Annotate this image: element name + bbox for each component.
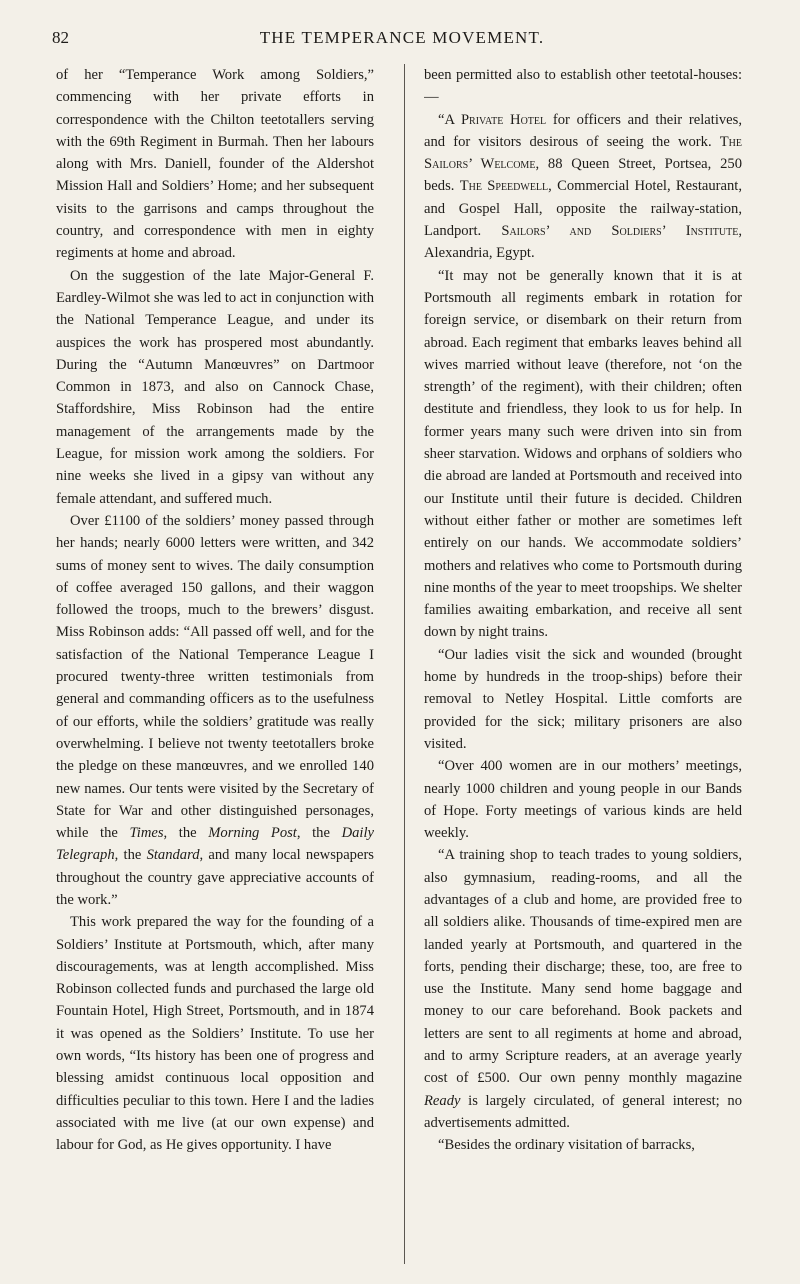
column-divider: [404, 64, 405, 1264]
paragraph: been permitted also to establish other teetotal-houses:—: [424, 67, 742, 106]
paragraph-text: “A training shop to teach trades to young soldiers, also gymnasium, reading-rooms, and all the advantages of a club and home, are provided free to all soldiers alike. Thousands of time-expired men are landed yearly at Portsmouth, and quartered in the forts, pending their discharge; these, too, are free to use the Institute. Many send home baggage and money to our care beforehand. Book packets and letters are sent to all regiments at home and abroad, and to army Scripture readers, at an average yearly cost of £500. Our own penny monthly magazine: [424, 847, 742, 1087]
paragraph-text: , 88 Queen Street, Portsea, 250 beds.: [424, 156, 742, 195]
establishment-name: The Speedwell: [459, 178, 549, 195]
magazine-title: Ready: [424, 1092, 461, 1109]
separator: , the: [163, 825, 209, 842]
paragraph: “Over 400 women are in our mothers’ meetings, nearly 1000 children and young people in our Bands of Hope. Forty meetings of various kinds are held weekly.: [424, 758, 742, 842]
paragraph-text: Over £1100 of the soldiers’ money passed through her hands; nearly 6000 letters were written, and 342 sums of money sent to wives. The daily consumption of coffee averaged 150 gallons, and their waggon followed the troops, much to the brewers’ disgust. Miss Robinson adds: “All passed off well, and for the satisfaction of the National Temperance League I procured twenty-three written testimonials from general and commanding officers as to the usefulness of our efforts, while the soldiers’ gratitude was really overwhelming. I believe not twenty teetotallers broke the pledge on these manœuvres, and we enrolled 140 new names. Our tents were visited by the Secretary of State for War and other distinguished personages, while the: [56, 512, 374, 842]
paragraph-text: , Alexandria, Egypt.: [424, 223, 742, 262]
paragraph: “Our ladies visit the sick and wounded (brought home by hundreds in the troop-ships) before their removal to Netley Hospital. Little comforts are provided for the sick; military prisoners are also visited.: [424, 646, 742, 752]
establishment-name: The Sailors’ Welcome: [424, 133, 742, 173]
newspaper-title: Morning Post: [208, 825, 297, 842]
paragraph: of her “Temperance Work among Soldiers,” commencing with her private efforts in correspondence with the Chilton teetotallers serving with the 69th Regiment in Burmah. Then her labours along with Mrs. Daniell, founder of the Aldershot Mission Hall and Soldiers’ Home; and her subsequent visits to the garrisons and camps throughout the country, and correspondence with men in eighty regiments at home and abroad.: [56, 67, 374, 262]
left-column: [56, 64, 374, 1269]
newspaper-title: Standard: [146, 847, 200, 864]
paragraph: [424, 844, 742, 1134]
paragraph-text: for officers and their relatives, and for visitors desirous of seeing the work.: [424, 111, 742, 150]
page-number: 82: [52, 28, 69, 47]
establishment-name: Private Hotel: [460, 111, 547, 128]
right-column: [424, 64, 742, 1269]
page-header: [52, 28, 752, 52]
paragraph-text: “A: [438, 111, 461, 128]
separator: , the: [114, 847, 147, 864]
paragraph: “Besides the ordinary visitation of barracks,: [438, 1137, 695, 1154]
paragraph-text: , and many local newspapers throughout the country gave appreciative accounts of the work.”: [56, 847, 374, 908]
paragraph: “It may not be generally known that it is at Portsmouth all regiments embark in rotation for foreign service, or disembark on their return from abroad. Each regiment that embarks leaves behind all wives married without leave (therefore, not ‘on the strength’ of the regiment), with their children; often destitute and friendless, they look to us for help. In former years many such were driven into sin from sheer starvation. Widows and orphans of soldiers who die abroad are landed at Portsmouth and received into our Institute until their future is decided. Children without either father or mother are sometimes left entirely on our hands. We accommodate soldiers’ mothers and relatives who come to Portsmouth during nine months of the year to meet troopships. We shelter families awaiting embarkation, and receive all sent down by night trains.: [424, 267, 742, 641]
paragraph-text: is largely circulated, of general interest; no advertisements admitted.: [424, 1092, 742, 1131]
separator: , the: [296, 825, 342, 842]
newspaper-title: Daily Telegraph: [56, 825, 374, 864]
paragraph-text: , Commercial Hotel, Restaurant, and Gospel Hall, opposite the railway-station, Landport.: [424, 178, 742, 240]
paragraph: [56, 510, 374, 911]
paragraph: This work prepared the way for the founding of a Soldiers’ Institute at Portsmouth, which, after many discouragements, was at length accomplished. Miss Robinson collected funds and purchased the large old Fountain Hotel, High Street, Portsmouth, and in 1874 it was opened as the Soldiers’ Institute. To use her own words, “Its history has been one of progress and blessing amidst continuous local opposition and difficulties peculiar to this town. Here I and the ladies associated with me live (at our own expense) and labour for God, as He gives opportunity. I have: [56, 914, 374, 1154]
paragraph: [424, 109, 742, 265]
establishment-name: Sailors’ and Soldiers’ Institute: [501, 223, 739, 240]
newspaper-title: Times: [129, 825, 164, 842]
paragraph: On the suggestion of the late Major-General F. Eardley-Wilmot she was led to act in conjunction with the National Temperance League, and under its auspices the work has prospered most abundantly. During the “Autumn Manœuvres” on Dartmoor Common in 1873, and also on Cannock Chase, Staffordshire, Miss Robinson had the entire management of the arrangements made by the League, for mission work among the soldiers. For nine weeks she lived in a gipsy van without any female attendant, and suffered much.: [56, 267, 374, 507]
running-title: THE TEMPERANCE MOVEMENT.: [259, 28, 545, 47]
